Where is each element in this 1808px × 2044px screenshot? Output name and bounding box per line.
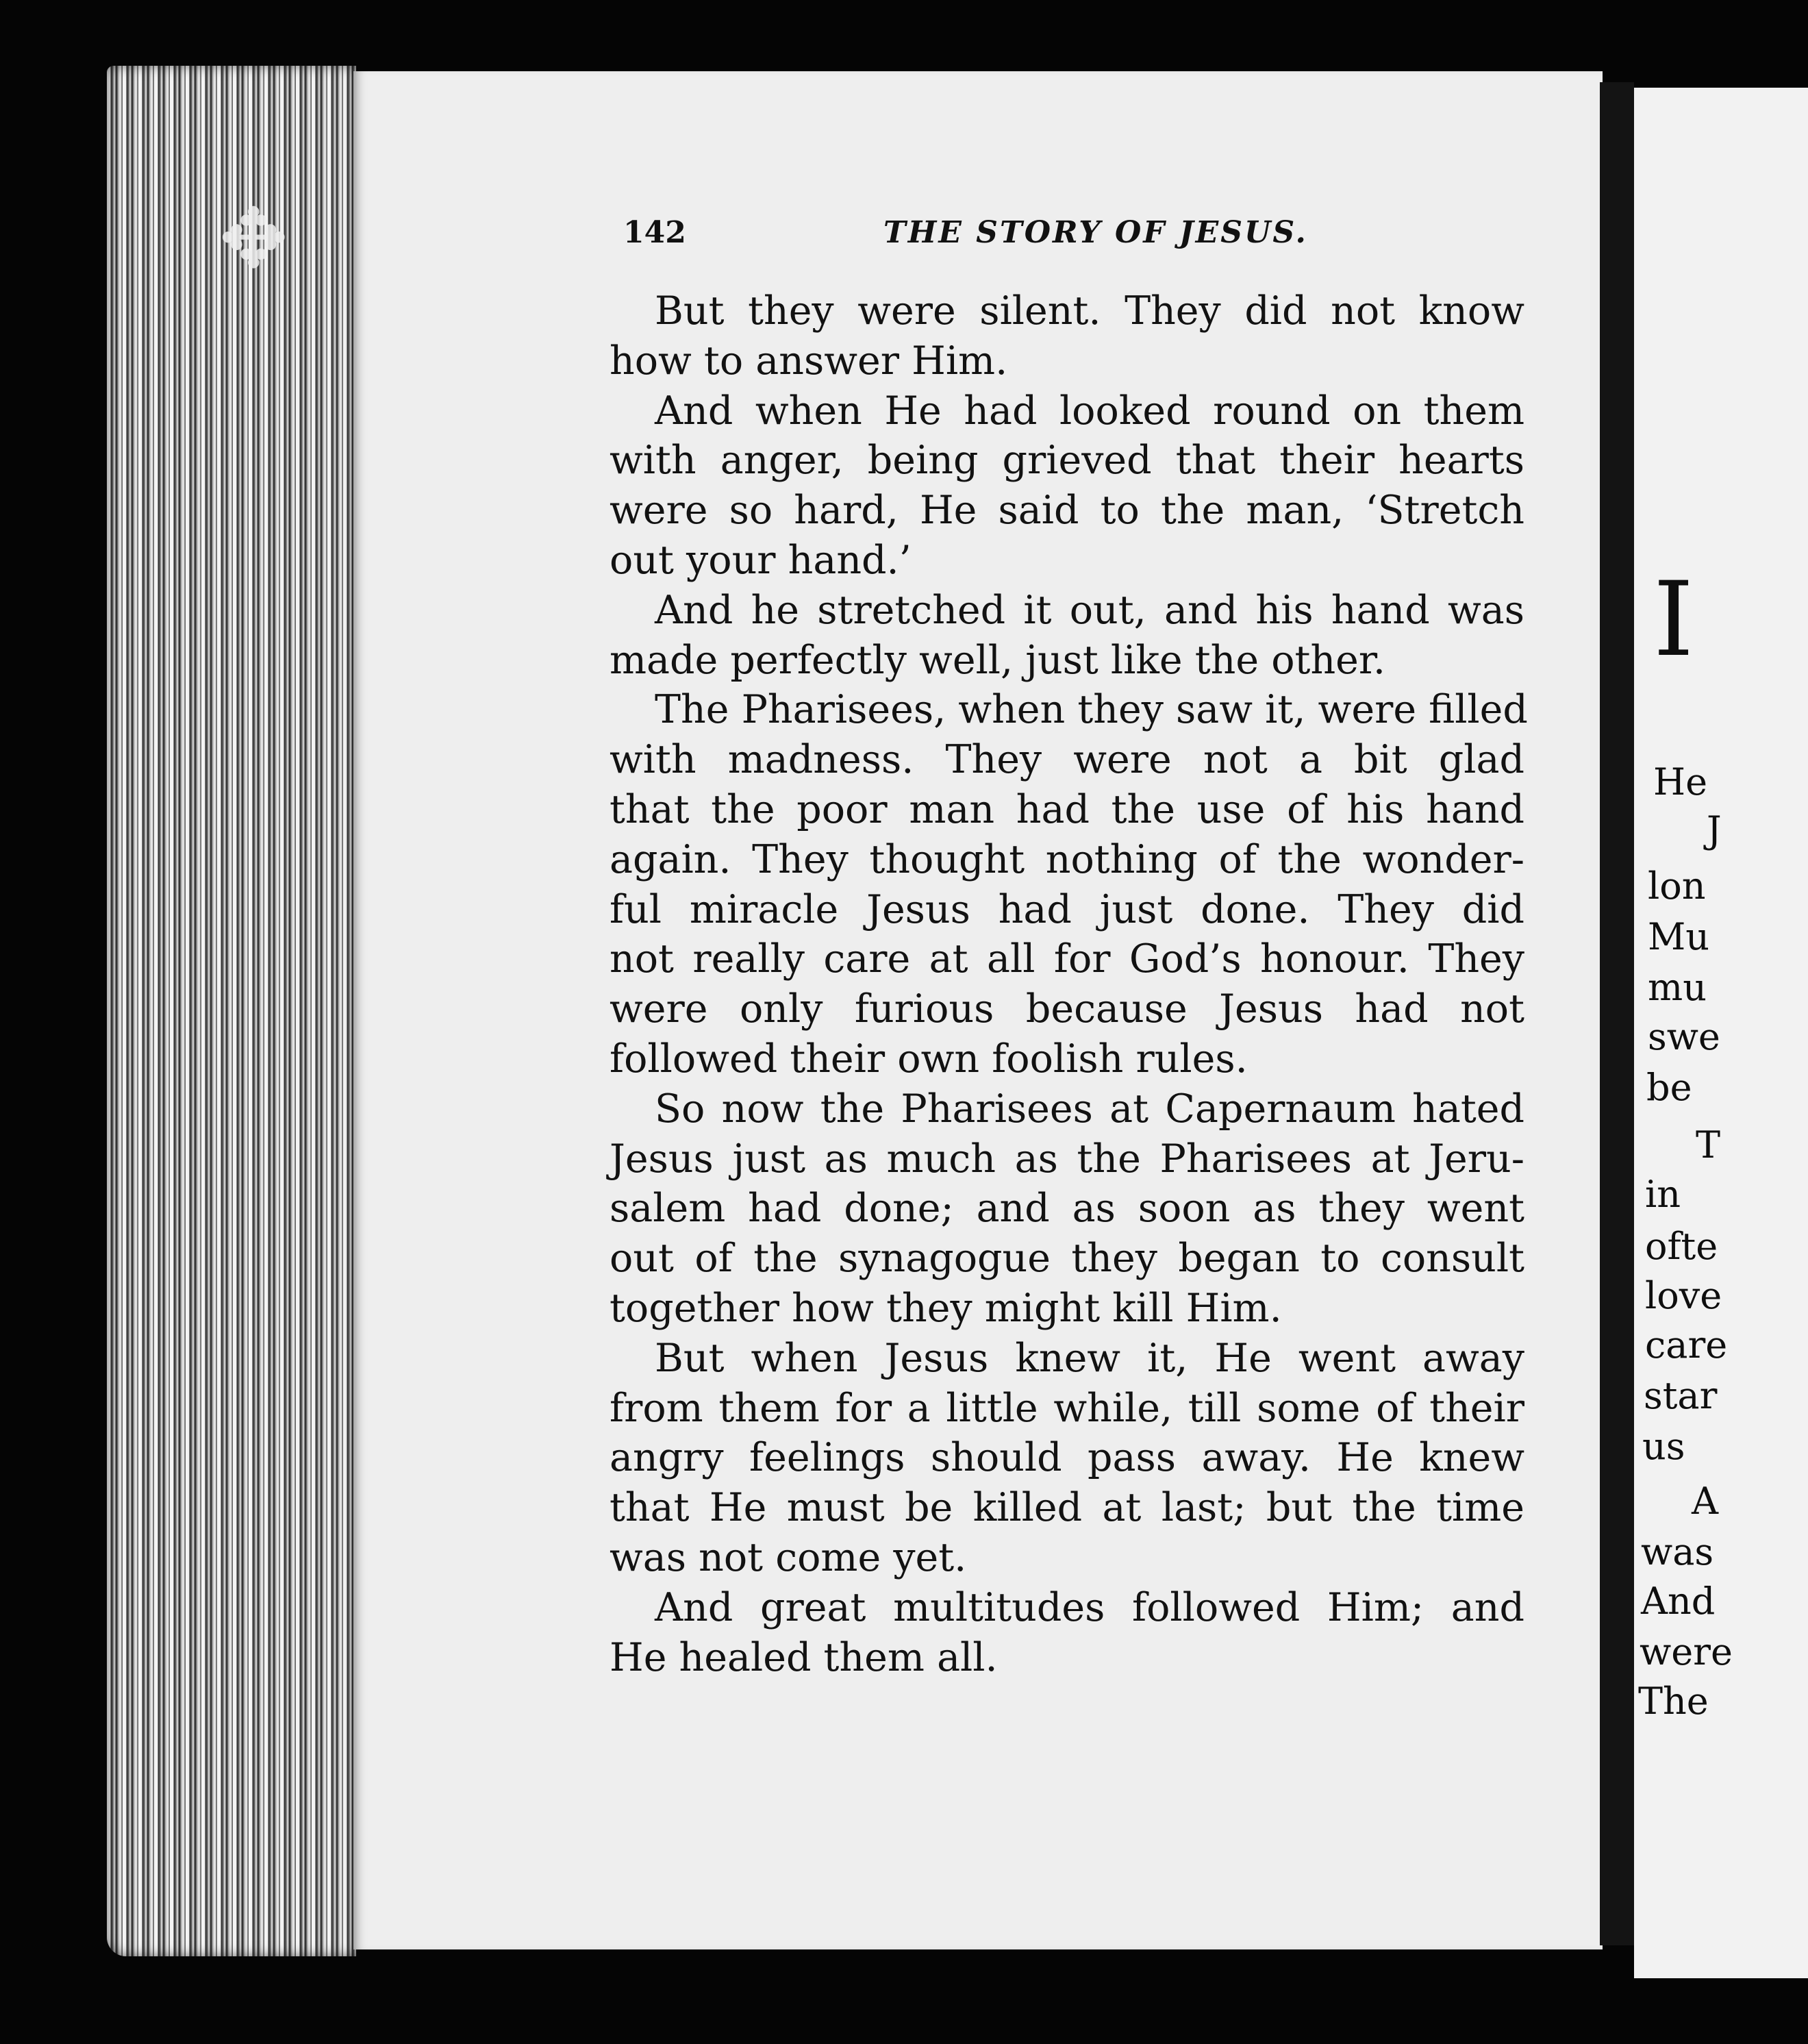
text-line: together how they might kill Him. (610, 1285, 1282, 1331)
text-line: out of the synagogue they began to consult (610, 1236, 1524, 1282)
text-line: how to answer Him. (610, 338, 1008, 384)
right-page-text-fragment: J (1707, 808, 1722, 851)
text-line: But when Jesus knew it, He went away (655, 1335, 1524, 1381)
text-line: was not come yet. (610, 1534, 967, 1580)
right-page-text-fragment: us (1642, 1425, 1685, 1468)
text-line: The Pharisees, when they saw it, were filled (655, 687, 1528, 733)
right-page-text-fragment: T (1696, 1123, 1721, 1167)
text-line: were so hard, He said to the man, ‘Stretch (610, 488, 1524, 534)
text-line: salem had done; and as soon as they went (610, 1186, 1524, 1232)
book-gutter (1600, 82, 1634, 1945)
text-line: He healed them all. (610, 1634, 998, 1680)
text-line: were only furious because Jesus had not (610, 986, 1524, 1032)
text-line: And when He had looked round on them (655, 388, 1524, 434)
running-head: THE STORY OF JESUS. (883, 215, 1308, 250)
text-line: And he stretched it out, and his hand was (655, 587, 1524, 633)
text-line: angry feelings should pass away. He knew (610, 1435, 1524, 1481)
text-line: that He must be killed at last; but the time (610, 1485, 1524, 1531)
text-line: with anger, being grieved that their hearts (610, 438, 1524, 484)
right-page-text-fragment: lon (1648, 864, 1706, 908)
text-line: So now the Pharisees at Capernaum hated (655, 1086, 1524, 1132)
right-page-text-fragment: A (1692, 1480, 1718, 1523)
right-page (1634, 88, 1808, 1978)
right-page-text-fragment: were (1640, 1630, 1733, 1673)
edge-ornament-icon: ✥ (219, 192, 288, 287)
right-page-text-fragment: ofte (1645, 1225, 1718, 1268)
text-line: ful miracle Jesus had just done. They did (610, 886, 1524, 932)
text-line: made perfectly well, just like the other. (610, 637, 1386, 683)
right-page-text-fragment: star (1644, 1374, 1718, 1417)
drop-cap: I (1653, 560, 1694, 680)
text-line: out your hand.’ (610, 537, 912, 583)
text-line: And great multitudes followed Him; and (655, 1584, 1524, 1630)
text-line: not really care at all for God’s honour. They (610, 936, 1524, 982)
text-line: Jesus just as much as the Pharisees at Jeru- (610, 1136, 1524, 1182)
right-page-text-fragment: care (1645, 1323, 1728, 1367)
text-line: followed their own foolish rules. (610, 1036, 1248, 1082)
right-page-text-fragment: mu (1648, 966, 1707, 1009)
text-line: But they were silent. They did not know (655, 288, 1524, 334)
text-line: from them for a little while, till some of their (610, 1385, 1524, 1431)
right-page-text-fragment: in (1645, 1173, 1681, 1216)
body-text (610, 286, 1528, 1682)
text-line: that the poor man had the use of his hand (610, 786, 1524, 832)
right-page-text-fragment: be (1646, 1066, 1692, 1109)
page-number: 142 (623, 215, 686, 250)
right-page-text-fragment: The (1638, 1680, 1709, 1723)
right-page-text-fragment: swe (1648, 1015, 1720, 1058)
right-page-text-fragment: love (1645, 1274, 1722, 1317)
text-line: with madness. They were not a bit glad (610, 737, 1524, 783)
right-page-text-fragment: And (1641, 1580, 1716, 1623)
page-edges (107, 66, 356, 1956)
right-page-text-fragment: Mu (1648, 915, 1710, 958)
right-page-text-fragment: He (1653, 760, 1708, 803)
right-page-text-fragment: was (1641, 1530, 1714, 1573)
text-line: again. They thought nothing of the wonder- (610, 836, 1524, 882)
